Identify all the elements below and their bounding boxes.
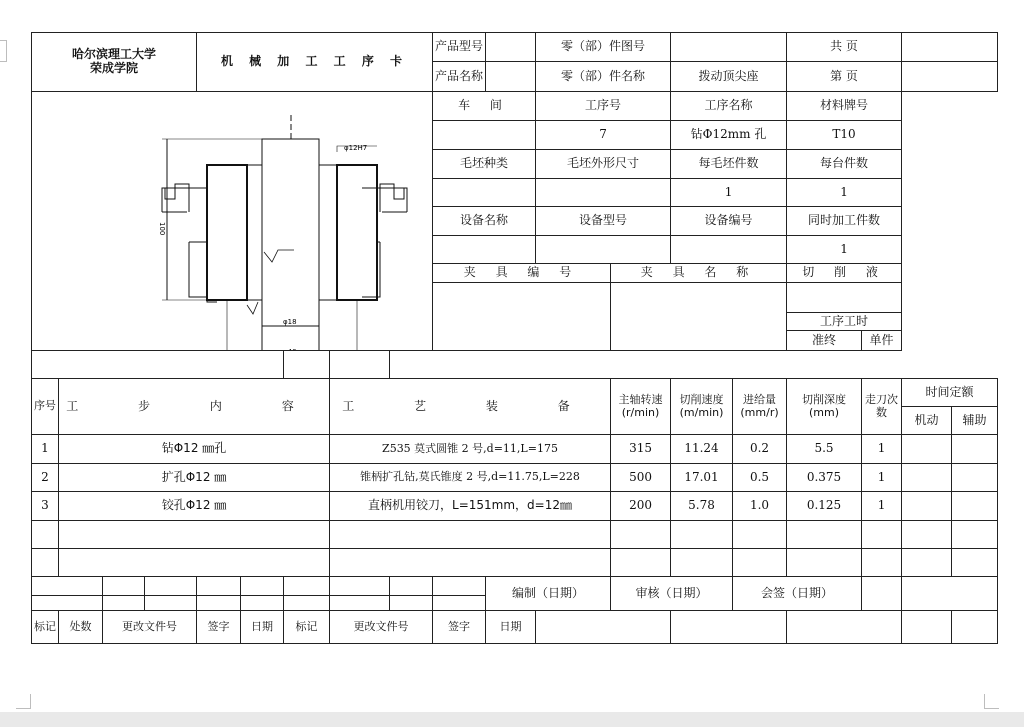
step-content: 钻Φ12 ㎜孔 bbox=[59, 435, 330, 464]
prep-time-value bbox=[284, 351, 330, 379]
process-no-value: 7 bbox=[536, 121, 671, 150]
part-drawing-no-label: 零（部）件图号 bbox=[536, 33, 671, 62]
step-feed: 1.0 bbox=[733, 492, 787, 521]
step-aux-time bbox=[952, 492, 998, 521]
table-row bbox=[32, 435, 998, 464]
signoff-cell bbox=[787, 611, 902, 644]
material-value: T10 bbox=[787, 121, 902, 150]
compile-label: 编制（日期） bbox=[486, 577, 611, 611]
process-card-table bbox=[31, 32, 998, 644]
change-cell bbox=[284, 577, 330, 596]
empty-cell bbox=[32, 521, 59, 549]
total-pages-label: 共 页 bbox=[787, 33, 902, 62]
step-depth: 0.375 bbox=[787, 464, 862, 492]
coolant-value bbox=[787, 283, 902, 313]
page-corner-mark bbox=[984, 694, 999, 709]
sign-label: 签字 bbox=[197, 611, 241, 644]
date-label: 日期 bbox=[241, 611, 284, 644]
part-name-value: 拨动顶尖座 bbox=[671, 62, 787, 92]
content-header: 工 步 内 容 bbox=[59, 379, 330, 435]
equip-no-label: 设备编号 bbox=[671, 207, 787, 236]
countersign-label: 会签（日期） bbox=[733, 577, 862, 611]
step-passes: 1 bbox=[862, 492, 902, 521]
seq-header: 序号 bbox=[32, 379, 59, 435]
fixture-no-value bbox=[433, 283, 611, 351]
fixture-name-label: 夹 具 名 称 bbox=[611, 264, 787, 283]
table-row bbox=[32, 492, 998, 521]
blank-size-value bbox=[536, 179, 671, 207]
change-doc-label: 更改文件号 bbox=[103, 611, 197, 644]
page-gutter bbox=[0, 712, 1024, 727]
step-speed: 5.78 bbox=[671, 492, 733, 521]
signoff-cell bbox=[671, 611, 787, 644]
step-equipment: 直柄机用铰刀，L=151mm，d=12㎜ bbox=[330, 492, 611, 521]
part-section-drawing bbox=[32, 92, 433, 356]
step-equipment: Z535 莫式圆锥 2 号,d=11,L=175 bbox=[330, 435, 611, 464]
info-blank-cell bbox=[32, 351, 284, 379]
change-cell bbox=[433, 596, 486, 611]
table-row bbox=[32, 549, 998, 577]
unit-time-value bbox=[330, 351, 390, 379]
feed-header: 进给量(mm/r) bbox=[733, 379, 787, 435]
empty-cell bbox=[787, 521, 862, 549]
dim-d18-label: φ18 bbox=[283, 318, 297, 326]
product-model-label: 产品型号 bbox=[433, 33, 486, 62]
change-cell bbox=[197, 577, 241, 596]
step-feed: 0.2 bbox=[733, 435, 787, 464]
change-cell bbox=[103, 577, 145, 596]
equip-model-value bbox=[536, 236, 671, 264]
blank-type-value bbox=[433, 179, 536, 207]
passes-header: 走刀次数 bbox=[862, 379, 902, 435]
empty-cell bbox=[330, 549, 611, 577]
process-time-label: 工序工时 bbox=[787, 313, 902, 331]
page-corner-mark bbox=[16, 694, 31, 709]
equip-name-label: 设备名称 bbox=[433, 207, 536, 236]
step-speed: 11.24 bbox=[671, 435, 733, 464]
empty-cell bbox=[733, 521, 787, 549]
total-pages-value bbox=[902, 33, 998, 62]
signoff-cell bbox=[862, 577, 902, 611]
simul-label: 同时加工件数 bbox=[787, 207, 902, 236]
step-feed: 0.5 bbox=[733, 464, 787, 492]
step-depth: 5.5 bbox=[787, 435, 862, 464]
step-spindle: 200 bbox=[611, 492, 671, 521]
change-cell bbox=[32, 577, 103, 596]
empty-cell bbox=[787, 549, 862, 577]
empty-cell bbox=[952, 521, 998, 549]
change-cell bbox=[145, 577, 197, 596]
step-speed: 17.01 bbox=[671, 464, 733, 492]
empty-cell bbox=[59, 521, 330, 549]
mark-label-2: 标记 bbox=[284, 611, 330, 644]
change-cell bbox=[330, 596, 390, 611]
step-machine-time bbox=[902, 435, 952, 464]
sign-label-2: 签字 bbox=[433, 611, 486, 644]
product-name-value bbox=[486, 62, 536, 92]
change-doc-label-2: 更改文件号 bbox=[330, 611, 433, 644]
change-cell bbox=[32, 596, 103, 611]
per-blank-value: 1 bbox=[671, 179, 787, 207]
per-unit-label: 每台件数 bbox=[787, 150, 902, 179]
step-content: 铰孔Φ12 ㎜ bbox=[59, 492, 330, 521]
change-cell bbox=[433, 577, 486, 596]
part-name-label: 零（部）件名称 bbox=[536, 62, 671, 92]
signoff-cell bbox=[952, 611, 998, 644]
prep-time-label: 准终 bbox=[787, 331, 862, 351]
coolant-label: 切 削 液 bbox=[787, 264, 902, 283]
table-row bbox=[32, 464, 998, 492]
card-title: 机 械 加 工 工 序 卡 bbox=[197, 33, 433, 92]
school-name bbox=[32, 33, 197, 92]
step-seq: 3 bbox=[32, 492, 59, 521]
page-corner-mark bbox=[0, 40, 7, 62]
review-label: 审核（日期） bbox=[611, 577, 733, 611]
empty-cell bbox=[902, 549, 952, 577]
dim-hole-label: φ12H7 bbox=[344, 144, 368, 152]
empty-cell bbox=[330, 521, 611, 549]
process-name-label: 工序名称 bbox=[671, 92, 787, 121]
equipment-header: 工 艺 装 备 bbox=[330, 379, 611, 435]
simul-value: 1 bbox=[787, 236, 902, 264]
time-quota-header: 时间定额 bbox=[902, 379, 998, 407]
step-content: 扩孔Φ12 ㎜ bbox=[59, 464, 330, 492]
change-cell bbox=[284, 596, 330, 611]
process-name-value: 钻Φ12mm 孔 bbox=[671, 121, 787, 150]
per-blank-label: 每毛坯件数 bbox=[671, 150, 787, 179]
empty-cell bbox=[902, 521, 952, 549]
blank-type-label: 毛坯种类 bbox=[433, 150, 536, 179]
step-machine-time bbox=[902, 464, 952, 492]
part-drawing bbox=[32, 92, 433, 356]
page-no-label: 第 页 bbox=[787, 62, 902, 92]
material-label: 材料牌号 bbox=[787, 92, 902, 121]
fixture-name-value bbox=[611, 283, 787, 351]
school-line1: 哈尔滨理工大学 bbox=[71, 47, 156, 62]
cut-speed-header: 切削速度(m/min) bbox=[671, 379, 733, 435]
change-cell bbox=[330, 577, 390, 596]
product-name-label: 产品名称 bbox=[433, 62, 486, 92]
change-cell bbox=[390, 596, 433, 611]
change-cell bbox=[241, 577, 284, 596]
empty-cell bbox=[862, 549, 902, 577]
step-aux-time bbox=[952, 464, 998, 492]
step-seq: 2 bbox=[32, 464, 59, 492]
step-spindle: 500 bbox=[611, 464, 671, 492]
empty-cell bbox=[952, 549, 998, 577]
change-cell bbox=[241, 596, 284, 611]
spindle-header: 主轴转速(r/min) bbox=[611, 379, 671, 435]
workshop-value bbox=[433, 121, 536, 150]
mark-label: 标记 bbox=[32, 611, 59, 644]
empty-cell bbox=[862, 521, 902, 549]
page-no-value bbox=[902, 62, 998, 92]
empty-cell bbox=[671, 549, 733, 577]
step-equipment: 锥柄扩孔钻,莫氏锥度 2 号,d=11.75,L=228 bbox=[330, 464, 611, 492]
step-aux-time bbox=[952, 435, 998, 464]
fixture-no-label: 夹 具 编 号 bbox=[433, 264, 611, 283]
workshop-label: 车 间 bbox=[433, 92, 536, 121]
change-cell bbox=[390, 577, 433, 596]
step-spindle: 315 bbox=[611, 435, 671, 464]
signoff-cell bbox=[902, 577, 998, 611]
empty-cell bbox=[32, 549, 59, 577]
depth-header: 切削深度(mm) bbox=[787, 379, 862, 435]
product-model-value bbox=[486, 33, 536, 62]
process-no-label: 工序号 bbox=[536, 92, 671, 121]
equip-no-value bbox=[671, 236, 787, 264]
count-label: 处数 bbox=[59, 611, 103, 644]
empty-cell bbox=[671, 521, 733, 549]
blank-size-label: 毛坯外形尺寸 bbox=[536, 150, 671, 179]
empty-cell bbox=[59, 549, 330, 577]
part-drawing-no-value bbox=[671, 33, 787, 62]
step-seq: 1 bbox=[32, 435, 59, 464]
signoff-cell bbox=[902, 611, 952, 644]
equip-model-label: 设备型号 bbox=[536, 207, 671, 236]
step-machine-time bbox=[902, 492, 952, 521]
school-line2: 荣成学院 bbox=[89, 61, 138, 75]
empty-cell bbox=[611, 549, 671, 577]
empty-cell bbox=[733, 549, 787, 577]
machine-time-header: 机动 bbox=[902, 407, 952, 435]
dim-d40-label: φ40 bbox=[283, 348, 297, 356]
signoff-cell bbox=[536, 611, 671, 644]
step-passes: 1 bbox=[862, 464, 902, 492]
date-label-2: 日期 bbox=[486, 611, 536, 644]
unit-time-label: 单件 bbox=[862, 331, 902, 351]
change-cell bbox=[145, 596, 197, 611]
equip-name-value bbox=[433, 236, 536, 264]
empty-cell bbox=[611, 521, 671, 549]
step-depth: 0.125 bbox=[787, 492, 862, 521]
table-row bbox=[32, 521, 998, 549]
change-cell bbox=[197, 596, 241, 611]
per-unit-value: 1 bbox=[787, 179, 902, 207]
aux-time-header: 辅助 bbox=[952, 407, 998, 435]
step-passes: 1 bbox=[862, 435, 902, 464]
dim-height-label: 100 bbox=[158, 222, 166, 236]
change-cell bbox=[103, 596, 145, 611]
